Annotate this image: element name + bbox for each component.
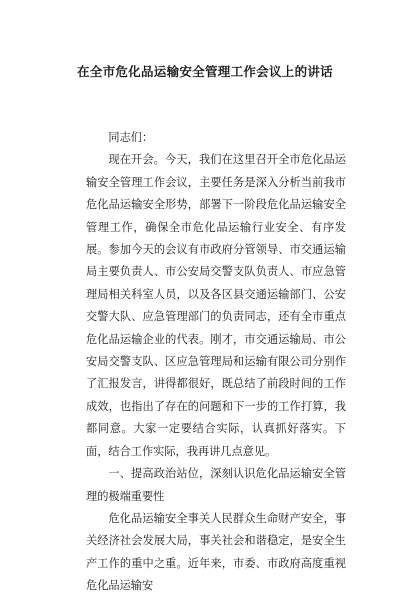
greeting: 同志们： xyxy=(108,131,154,144)
document-body xyxy=(86,127,346,598)
document-title: 在全市危化品运输安全管理工作会议上的讲话 xyxy=(76,64,333,79)
section-heading: 一、提高政治站位，深刻认识危化品运输安全管理的极端重要性 xyxy=(86,467,346,503)
section-paragraph: 危化品运输安全事关人民群众生命财产安全，事关经济社会发展大局，事关社会和谐稳定，是安全生产工作的重中之重。近年来，市委、市政府高度重视危化品运输安 xyxy=(86,511,346,593)
body-paragraph: 现在开会。今天，我们在这里召开全市危化品运输安全管理工作会议，主要任务是深入分析当前我市危化品运输安全形势，部署下一阶段危化品运输安全管理工作，确保全市危化品运输行业安全、有序发展。参加今天的会议有市政府分管领导、市交通运输局主要负责人、市公安局交警支队负责人、市应急管理局相关科室人员，以及各区县交通运输部门、公安交警大队、应急管理部门的负责同志，还有全市重点危化品运输企业的代表。刚才，市交通运输局、市公安局交警支队、区应急管理局和运输有限公司分别作了汇报发言，讲得都很好，既总结了前段时间的工作成效，也指出了存在的问题和下一步的工作打算，我都同意。大家一定要结合实际，认真抓好落实。下面，结合工作实际，我再讲几点意见。 xyxy=(86,153,346,458)
